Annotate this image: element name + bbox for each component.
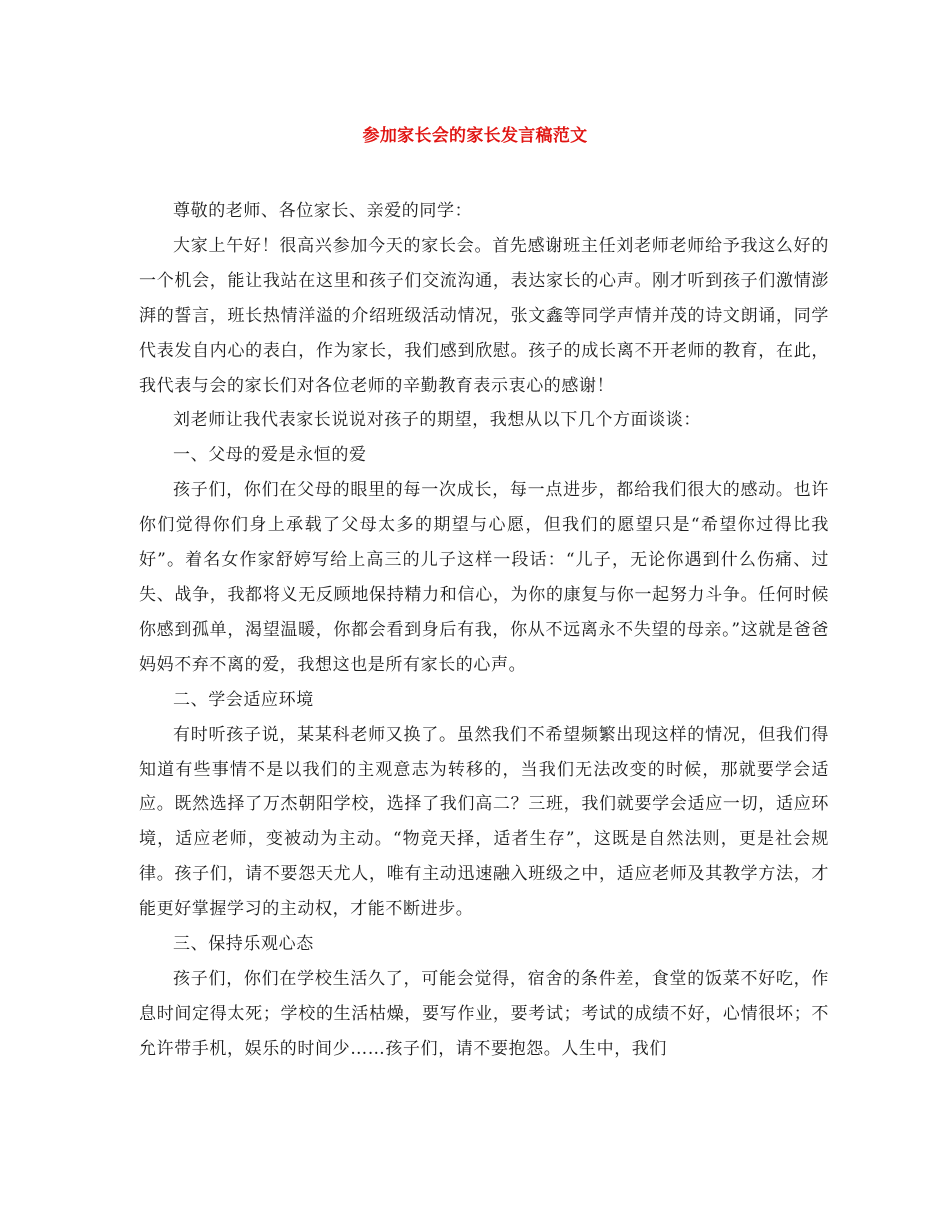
paragraph-salutation: 尊敬的老师、各位家长、亲爱的同学： — [173, 201, 473, 221]
section-heading-3: 三、保持乐观心态 — [173, 934, 314, 955]
paragraph-section-3: 孩子们，你们在学校生活久了，可能会觉得，宿舍的条件差，食堂的饭菜不好吃，作息时间定得太死；学校的生活枯燥，要写作业，要考试；考试的成绩不好，心情很坏；不允许带手机，娱乐的时间少……孩子们，请不要抱怨。人生中，我们 — [139, 968, 829, 1059]
paragraph-section-2: 有时听孩子说，某某科老师又换了。虽然我们不希望频繁出现这样的情况，但我们得知道有些事情不是以我们的主观意志为转移的，当我们无法改变的时候，那就要学会适应。既然选择了万杰朝阳学校，选择了我们高二？三班，我们就要学会适应一切，适应环境，适应老师，变被动为主动。“物竞天择，适者生存”，这既是自然法则，更是社会规律。孩子们，请不要怨天尤人，唯有主动迅速融入班级之中，适应老师及其教学方法，才能更好掌握学习的主动权，才能不断进步。 — [139, 724, 829, 920]
paragraph-intro-expectations: 刘老师让我代表家长说说对孩子的期望，我想从以下几个方面谈谈： — [173, 410, 701, 431]
document-body — [139, 194, 829, 1067]
paragraph-section-1: 孩子们，你们在父母的眼里的每一次成长，每一点进步，都给我们很大的感动。也许你们觉得你们身上承载了父母太多的期望与心愿，但我们的愿望只是“希望你过得比我好”。着名女作家舒婷写给上高三的儿子这样一段话：“儿子，无论你遇到什么伤痛、过失、战争，我都将义无反顾地保持精力和信心，为你的康复与你一起努力斗争。任何时候你感到孤单，渴望温暖，你都会看到身后有我，你从不远离永不失望的母亲。”这就是爸爸妈妈不弃不离的爱，我想这也是所有家长的心声。 — [139, 480, 829, 675]
document-title: 参加家长会的家长发言稿范文 — [362, 126, 588, 146]
section-heading-2: 二、学会适应环境 — [173, 689, 314, 710]
section-heading-1: 一、父母的爱是永恒的爱 — [173, 445, 367, 466]
paragraph-opening: 大家上午好！很高兴参加今天的家长会。首先感谢班主任刘老师老师给予我这么好的一个机会，能让我站在这里和孩子们交流沟通，表达家长的心声。刚才听到孩子们激情澎湃的誓言，班长热情洋溢的介绍班级活动情况，张文鑫等同学声情并茂的诗文朗诵，同学代表发自内心的表白，作为家长，我们感到欣慰。孩子的成长离不开老师的教育，在此，我代表与会的家长们对各位老师的辛勤教育表示衷心的感谢！ — [139, 235, 829, 396]
